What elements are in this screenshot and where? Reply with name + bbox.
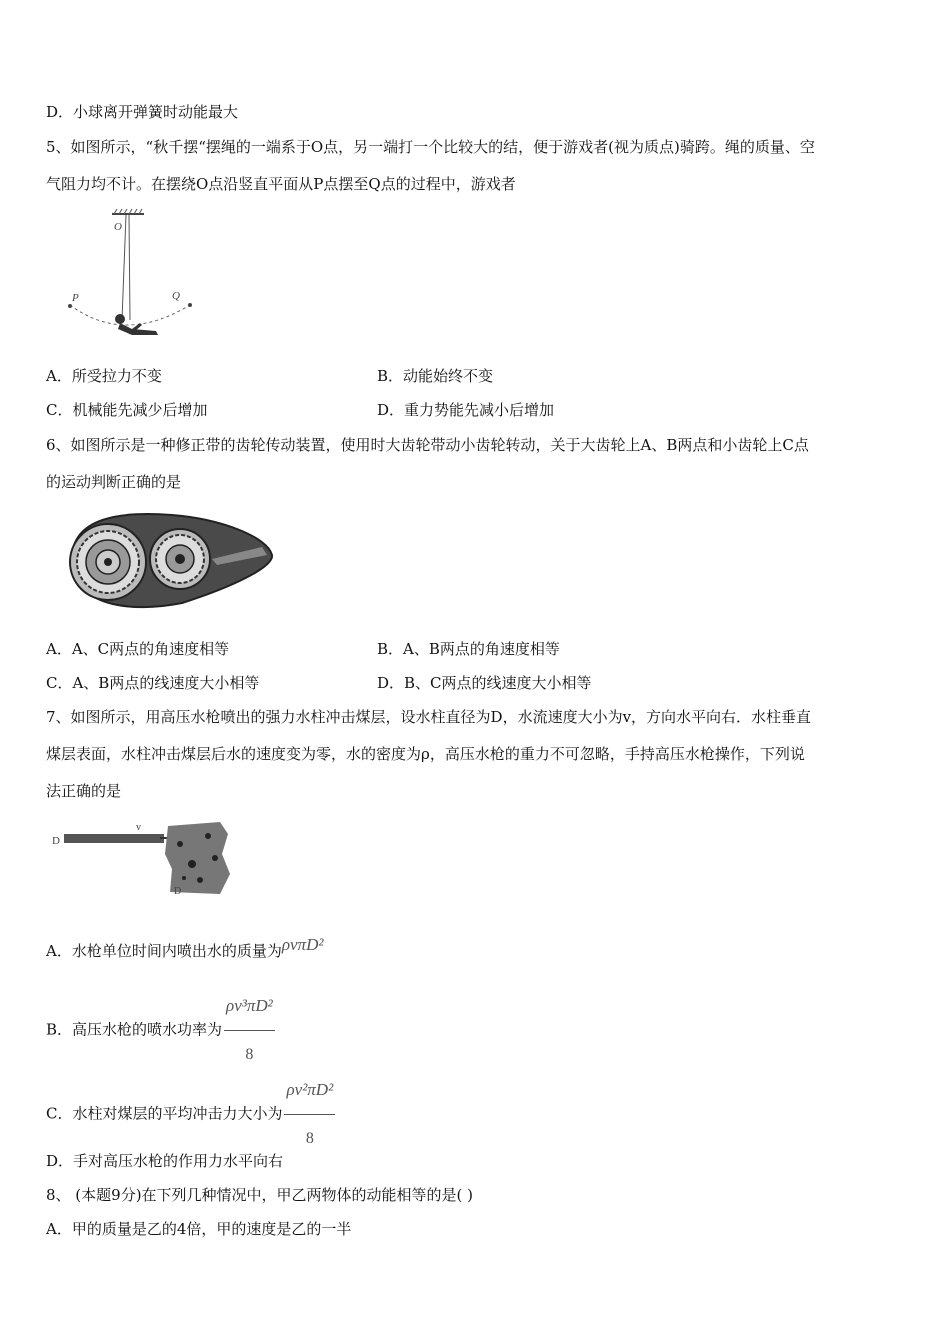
q7-stem-line-3: 法正确的是 — [46, 782, 122, 800]
q5-option-b: B．动能始终不变 — [377, 367, 494, 385]
label-p: P — [72, 292, 79, 304]
q6-option-c: C．A、B两点的线速度大小相等 — [46, 674, 260, 692]
q7-option-b-numerator: ρv³πD² — [224, 984, 275, 1031]
q7-option-c-denominator: 8 — [305, 1130, 314, 1147]
q8-stem: 8、 (本题9分)在下列几种情况中，甲乙两物体的动能相等的是( ) — [46, 1186, 474, 1204]
q5-option-d: D．重力势能先减小后增加 — [377, 401, 555, 419]
q5-stem-line-2: 气阻力均不计。在摆绕O点沿竖直平面从P点摆至Q点的过程中，游戏者 — [46, 175, 516, 193]
q5-option-c: C．机械能先减少后增加 — [46, 401, 208, 419]
q7-option-a-formula: ρvπD² — [281, 935, 324, 954]
q7-option-c-formula — [284, 1068, 335, 1161]
q7-option-c-numerator: ρv²πD² — [284, 1068, 335, 1115]
water-jet-figure — [50, 814, 240, 899]
q6-option-a: A．A、C两点的角速度相等 — [46, 640, 230, 658]
label-q: Q — [172, 290, 180, 302]
q5-stem-line-1: 5、如图所示，“秋千摆“摆绳的一端系于O点，另一端打一个比较大的结，便于游戏者(视为质点)骑跨。绳的质量、空 — [46, 138, 815, 156]
svg-text:D: D — [52, 835, 60, 847]
q6-stem-line-1: 6、如图所示是一种修正带的齿轮传动装置，使用时大齿轮带动小齿轮转动，关于大齿轮上A、B两点和小齿轮上C点 — [46, 436, 809, 454]
gear-figure — [62, 507, 277, 612]
q7-stem-line-1: 7、如图所示，用高压水枪喷出的强力水柱冲击煤层，设水柱直径为D，水流速度大小为v，方向水平向右．水柱垂直 — [46, 708, 812, 726]
q7-option-a-text: A．水枪单位时间内喷出水的质量为 — [46, 942, 282, 960]
q7-option-c-text: C．水柱对煤层的平均冲击力大小为 — [46, 1104, 283, 1123]
label-o: O — [114, 221, 122, 233]
swing-figure — [60, 205, 210, 355]
q4-option-d: D．小球离开弹簧时动能最大 — [46, 103, 239, 121]
q8-option-a: A．甲的质量是乙的4倍，甲的速度是乙的一半 — [46, 1220, 352, 1238]
q6-option-b: B．A、B两点的角速度相等 — [377, 640, 560, 658]
q7-option-a — [46, 935, 323, 961]
q7-option-d: D．手对高压水枪的作用力水平向右 — [46, 1152, 284, 1170]
q7-stem-line-2: 煤层表面，水柱冲击煤层后水的速度变为零，水的密度为ρ，高压水枪的重力不可忽略，手持高压水枪操作，下列说 — [46, 745, 805, 763]
q7-option-b-denominator: 8 — [245, 1046, 254, 1063]
q7-option-b-text: B．高压水枪的喷水功率为 — [46, 1020, 223, 1039]
q7-option-b-formula — [224, 984, 275, 1077]
q7-option-b — [46, 984, 275, 1077]
q6-option-d: D．B、C两点的线速度大小相等 — [377, 674, 592, 692]
q5-option-a: A．所受拉力不变 — [46, 367, 162, 385]
svg-text:D: D — [174, 886, 182, 897]
q7-option-c — [46, 1068, 335, 1161]
q6-stem-line-2: 的运动判断正确的是 — [46, 473, 182, 491]
svg-text:v: v — [136, 822, 141, 833]
